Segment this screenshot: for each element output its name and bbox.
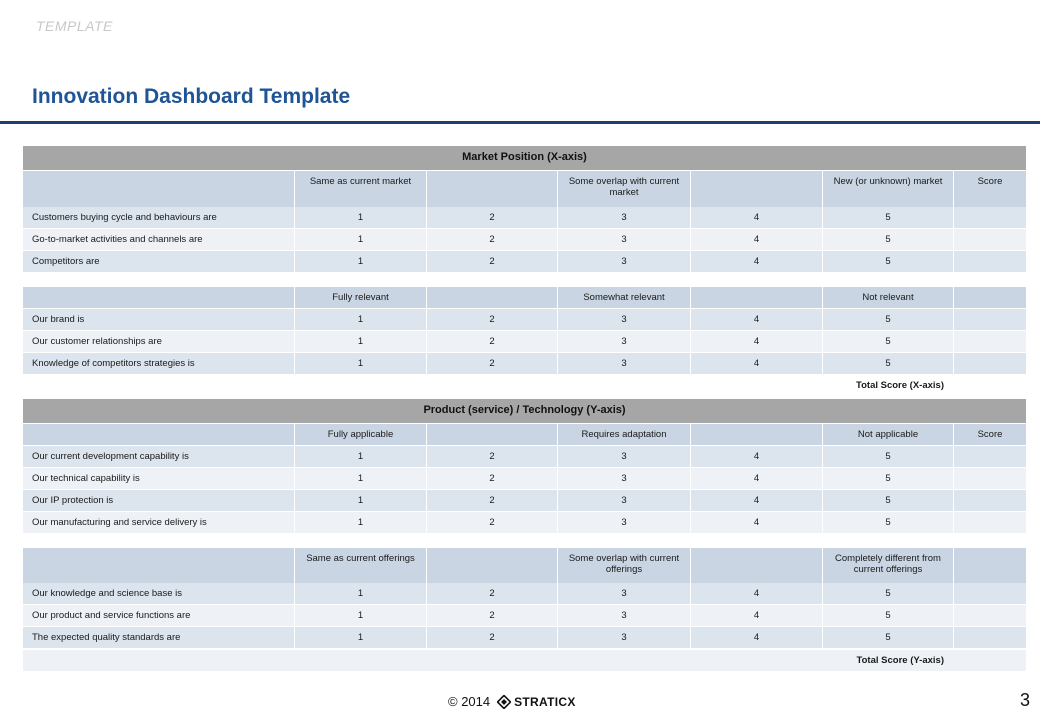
product-rating-cell: 4	[691, 446, 823, 468]
product-rating-cell: 3	[558, 446, 691, 468]
product-rating-cell: 2	[427, 605, 558, 627]
market-score-cell	[954, 251, 1027, 273]
market-score-cell	[954, 353, 1027, 375]
product-score-cell	[954, 627, 1027, 649]
market-b2-rows	[23, 309, 1027, 375]
market-rating-cell: 3	[558, 331, 691, 353]
product-rating-cell: 2	[427, 468, 558, 490]
product-b2-header	[427, 548, 558, 588]
product-row-label: Our current development capability is	[23, 446, 295, 468]
product-score-cell	[954, 446, 1027, 468]
product-rating-cell: 2	[427, 627, 558, 649]
product-rating-cell: 1	[295, 468, 427, 490]
product-b1-header: Fully applicable	[295, 424, 427, 446]
market-rating-cell: 2	[427, 353, 558, 375]
page-title: Innovation Dashboard Template	[32, 85, 351, 108]
product-score-cell	[954, 490, 1027, 512]
market-rating-cell: 2	[427, 331, 558, 353]
product-rating-cell: 3	[558, 605, 691, 627]
product-rating-cell: 5	[823, 490, 954, 512]
product-row-label: Our product and service functions are	[23, 605, 295, 627]
product-b1-rows	[23, 446, 1027, 534]
market-rating-cell: 5	[823, 251, 954, 273]
product-b1-header: Requires adaptation	[558, 424, 691, 446]
market-rating-cell: 1	[295, 353, 427, 375]
market-rating-cell: 3	[558, 353, 691, 375]
product-score-cell	[954, 512, 1027, 534]
product-technology-table	[23, 399, 1027, 446]
product-b1-header	[23, 424, 295, 446]
market-b1-header: New (or unknown) market	[823, 171, 954, 211]
product-rating-cell: 2	[427, 512, 558, 534]
market-rating-cell: 4	[691, 251, 823, 273]
product-section-title: Product (service) / Technology (Y-axis)	[23, 399, 1027, 424]
market-row-label: Knowledge of competitors strategies is	[23, 353, 295, 375]
product-rating-cell: 4	[691, 512, 823, 534]
stratix-diamond-icon	[497, 695, 511, 709]
market-rating-cell: 2	[427, 309, 558, 331]
product-score-cell	[954, 583, 1027, 605]
product-score-cell	[954, 605, 1027, 627]
market-rating-cell: 2	[427, 207, 558, 229]
product-b2-header	[954, 548, 1027, 588]
product-rating-cell: 4	[691, 490, 823, 512]
product-b2-rows	[23, 583, 1027, 649]
market-b2-header-row	[23, 287, 1027, 309]
title-divider	[0, 121, 1040, 124]
product-b2-header: Same as current offerings	[295, 548, 427, 588]
product-b2-header: Some overlap with current offerings	[558, 548, 691, 588]
market-row-label: Customers buying cycle and behaviours are	[23, 207, 295, 229]
market-b1-header	[691, 171, 823, 211]
product-row-label: Our manufacturing and service delivery is	[23, 512, 295, 534]
page-number: 3	[1019, 690, 1030, 710]
product-b2-header	[23, 548, 295, 588]
product-rating-cell: 4	[691, 583, 823, 605]
product-rating-cell: 5	[823, 512, 954, 534]
market-rating-cell: 3	[558, 207, 691, 229]
market-row-label: Competitors are	[23, 251, 295, 273]
market-section-title: Market Position (X-axis)	[23, 146, 1027, 171]
market-rating-cell: 5	[823, 207, 954, 229]
product-score-cell	[954, 468, 1027, 490]
market-b2-header	[691, 287, 823, 309]
market-row-label: Our brand is	[23, 309, 295, 331]
market-rating-cell: 3	[558, 229, 691, 251]
copyright-text: © 2014	[448, 694, 491, 709]
footer	[448, 694, 576, 709]
product-rating-cell: 1	[295, 605, 427, 627]
brand-name: STRATICX	[514, 694, 576, 709]
product-rating-cell: 1	[295, 627, 427, 649]
total-score-x: Total Score (X-axis)	[23, 375, 1027, 397]
product-rating-cell: 1	[295, 583, 427, 605]
product-rating-cell: 2	[427, 490, 558, 512]
product-rating-cell: 2	[427, 583, 558, 605]
market-rating-cell: 4	[691, 353, 823, 375]
market-rating-cell: 4	[691, 309, 823, 331]
market-total-row	[23, 375, 1027, 397]
market-position-table	[23, 146, 1027, 211]
market-rating-cell: 1	[295, 331, 427, 353]
market-rating-cell: 2	[427, 251, 558, 273]
product-rating-cell: 4	[691, 468, 823, 490]
product-rating-cell: 5	[823, 446, 954, 468]
market-rating-cell: 3	[558, 251, 691, 273]
market-b2-header: Somewhat relevant	[558, 287, 691, 309]
market-b1-header: Same as current market	[295, 171, 427, 211]
product-rating-cell: 1	[295, 490, 427, 512]
product-row-label: Our knowledge and science base is	[23, 583, 295, 605]
market-score-cell	[954, 331, 1027, 353]
product-rating-cell: 4	[691, 627, 823, 649]
product-row-label: The expected quality standards are	[23, 627, 295, 649]
market-b1-header: Some overlap with current market	[558, 171, 691, 211]
market-rating-cell: 5	[823, 331, 954, 353]
market-rating-cell: 5	[823, 353, 954, 375]
score-header: Score	[954, 424, 1027, 446]
product-row-label: Our technical capability is	[23, 468, 295, 490]
market-b2-header: Fully relevant	[295, 287, 427, 309]
market-b1-header	[427, 171, 558, 211]
product-rating-cell: 5	[823, 605, 954, 627]
product-rating-cell: 5	[823, 583, 954, 605]
market-row-label: Go-to-market activities and channels are	[23, 229, 295, 251]
market-rating-cell: 4	[691, 207, 823, 229]
market-b2-header: Not relevant	[823, 287, 954, 309]
total-score-y: Total Score (Y-axis)	[23, 650, 1027, 672]
product-b1-header: Not applicable	[823, 424, 954, 446]
product-b2-header-row	[23, 548, 1027, 588]
market-b1-header	[23, 171, 295, 211]
market-rating-cell: 1	[295, 309, 427, 331]
market-rating-cell: 3	[558, 309, 691, 331]
product-rating-cell: 3	[558, 627, 691, 649]
product-row-label: Our IP protection is	[23, 490, 295, 512]
market-row-label: Our customer relationships are	[23, 331, 295, 353]
market-rating-cell: 5	[823, 309, 954, 331]
market-rating-cell: 4	[691, 229, 823, 251]
market-rating-cell: 4	[691, 331, 823, 353]
market-b1-rows	[23, 207, 1027, 273]
product-b2-header: Completely different from current offerings	[823, 548, 954, 588]
market-b2-header	[427, 287, 558, 309]
market-b2-header	[954, 287, 1027, 309]
product-rating-cell: 3	[558, 490, 691, 512]
product-rating-cell: 5	[823, 468, 954, 490]
market-b2-header	[23, 287, 295, 309]
market-rating-cell: 2	[427, 229, 558, 251]
market-rating-cell: 1	[295, 207, 427, 229]
product-b2-header	[691, 548, 823, 588]
product-b1-header	[427, 424, 558, 446]
template-tag: TEMPLATE	[36, 18, 113, 34]
score-header: Score	[954, 171, 1027, 211]
product-rating-cell: 5	[823, 627, 954, 649]
product-rating-cell: 1	[295, 446, 427, 468]
market-score-cell	[954, 309, 1027, 331]
market-rating-cell: 5	[823, 229, 954, 251]
market-score-cell	[954, 229, 1027, 251]
product-rating-cell: 2	[427, 446, 558, 468]
product-rating-cell: 1	[295, 512, 427, 534]
product-rating-cell: 4	[691, 605, 823, 627]
product-b1-header	[691, 424, 823, 446]
market-score-cell	[954, 207, 1027, 229]
product-total-row	[23, 650, 1027, 672]
market-rating-cell: 1	[295, 251, 427, 273]
market-rating-cell: 1	[295, 229, 427, 251]
product-rating-cell: 3	[558, 512, 691, 534]
product-rating-cell: 3	[558, 583, 691, 605]
product-rating-cell: 3	[558, 468, 691, 490]
